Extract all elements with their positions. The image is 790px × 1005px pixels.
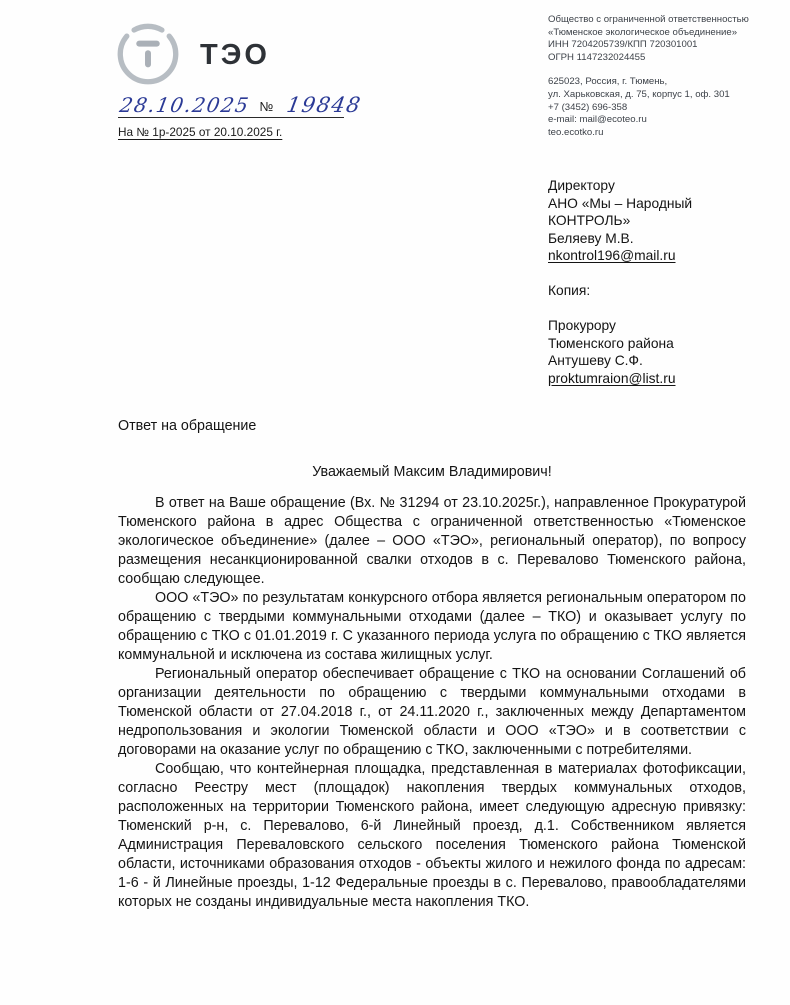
logo-text: ТЭО [200,38,270,71]
spacer [548,265,783,283]
paragraph: В ответ на Ваше обращение (Вх. № 31294 от 23.10.2025г.), направленное Прокуратурой Тюменского района в адрес Общества с ограниченной ответственностью «Тюменское экологическое объединение» (далее – ООО «ТЭО», региональный оператор), по вопросу размещения несанкционированной свалки отходов в с. Перевалово Тюменского района, сообщаю следующее. [118,495,746,587]
website-line: teo.ecotko.ru [548,126,604,138]
handwritten-date: 28.10.2025 [117,93,252,117]
paragraph: Сообщаю, что контейнерная площадка, представленная в материалах фотофиксации, согласно Реестру мест (площадок) накопления твердых коммунальных отходов, расположенных на территории Тюменского района, имеет следующую адресную привязку: Тюменский р-н, с. Перевалово, 6-й Линейный проезд, д.1. Собственником является Администрация Переваловского сельского поселения Тюменского района Тюменской области, источниками образования отходов - объекты жилого и нежилого фонда по адресам: 1-6 - й Линейные проезды, 1-12 Федеральные проезды в с. Перевалово, правообладателями которых не созданы индивидуальные места накопления ТКО. [118,761,746,910]
email-line: e-mail: mail@ecoteo.ru [548,114,647,126]
address-line: 625023, Россия, г. Тюмень, [548,76,668,88]
paragraph: ООО «ТЭО» по результатам конкурсного отбора является региональным оператором по обращению с твердыми коммунальными отходами (далее – ТКО) и оказывает услугу по обращению с ТКО с 01.01.2019 г. С указанного периода услуга по обращению с ТКО является коммунальной и исключена из состава жилищных услуг. [118,590,746,663]
recipient-org: КОНТРОЛЬ» [548,213,631,228]
date-number-line [117,84,364,118]
number-sign: № [259,99,274,114]
company-logo [116,22,270,86]
recipient-block [548,177,783,387]
salutation: Уважаемый Максим Владимирович! [312,464,552,480]
address-line: +7 (3452) 696-358 [548,101,628,113]
company-line: Общество с ограниченной ответственностью [548,14,749,25]
paragraph: Региональный оператор обеспечивает обращение с ТКО на основании Соглашений об организации деятельности по обращению с твердыми коммунальными отходами в Тюменской области от 27.04.2018 г., от 24.11.2020 г., заключенных между Департаментом недропользования и экологии Тюменской области и ООО «ТЭО» и в соответствии с договорами на оказание услуг по обращению с ТКО, заключенными с потребителями. [118,666,746,758]
letter-subject: Ответ на обращение [118,418,257,434]
recipient-person: Беляеву М.В. [548,230,634,246]
copy-recipient-org: Тюменского района [548,335,674,351]
recipient-email: nkontrol196@mail.ru [548,248,676,263]
spacer [548,300,783,318]
company-line: ИНН 7204205739/КПП 720301001 [548,39,698,51]
copy-label: Копия: [548,283,591,298]
copy-recipient-title: Прокурору [548,318,616,333]
teo-logo-icon [116,22,180,86]
company-info-block [548,14,783,139]
reference-line: На № 1р-2025 от 20.10.2025 г. [118,125,283,139]
letter-body [118,494,746,912]
copy-recipient-email: proktumraion@list.ru [548,370,676,386]
copy-recipient-person: Антушеву С.Ф. [548,353,643,368]
recipient-org: АНО «Мы – Народный [548,195,693,211]
company-line: ОГРН 1147232024455 [548,51,646,63]
company-line: «Тюменское экологическое объединение» [548,26,738,38]
address-line: ул. Харьковская, д. 75, корпус 1, оф. 301 [548,88,730,100]
recipient-title: Директору [548,178,615,193]
handwritten-number: 19848 [285,93,364,117]
spacer [548,64,783,76]
